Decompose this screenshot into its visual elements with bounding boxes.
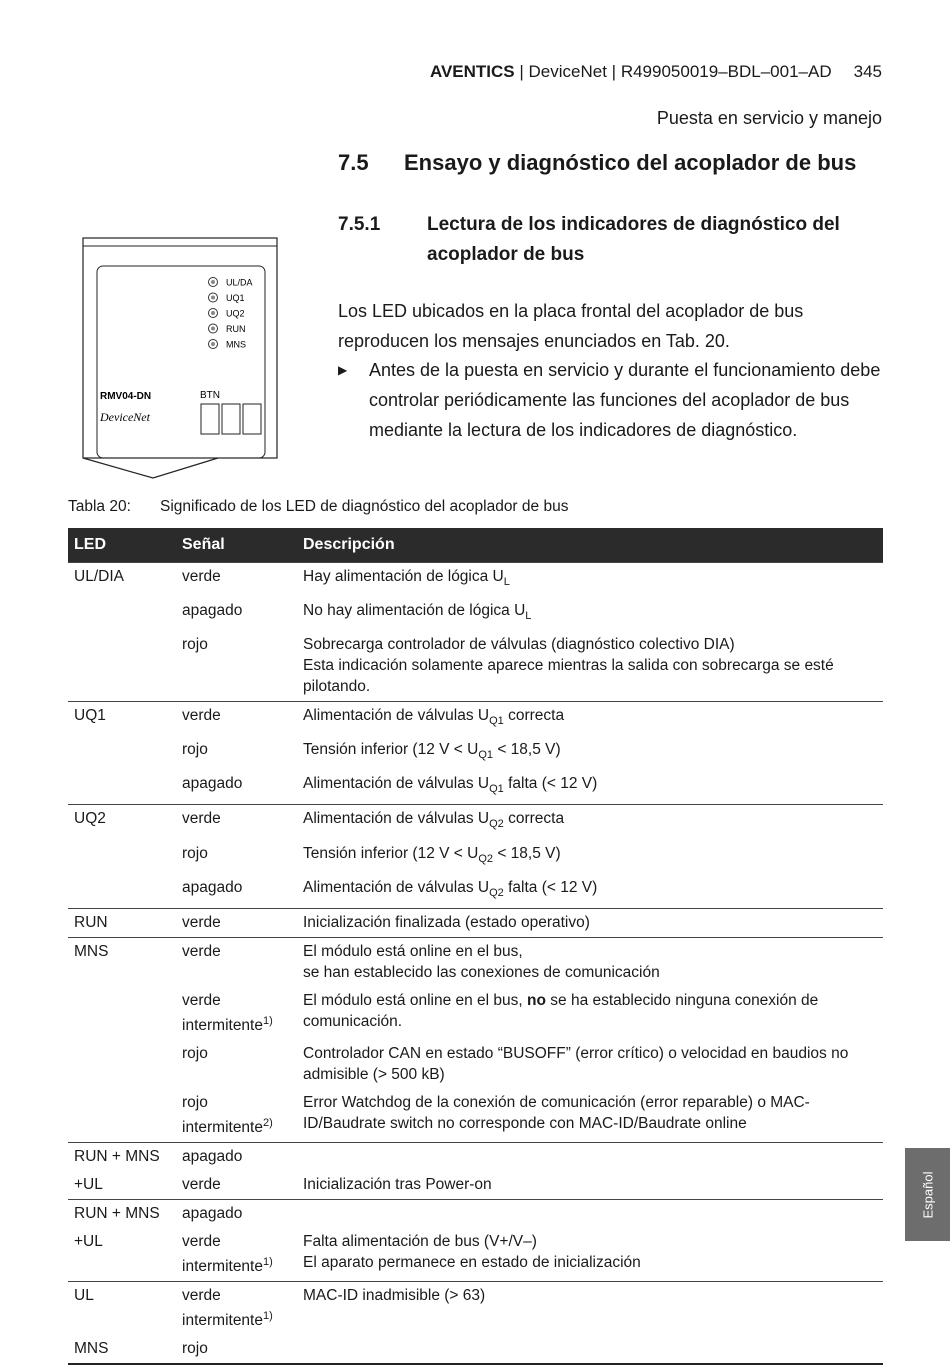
cell-led: UQ2 [68,805,176,840]
signal-text: verde [182,810,221,828]
description-text: El módulo está online en el bus, se han establecido las conexiones de comunicación [303,942,660,981]
signal-text: verde intermitente [182,1233,263,1276]
signal-text: rojo intermitente [182,1093,263,1137]
signal-text: apagado [182,602,243,620]
cell-description [297,597,883,631]
cell-description [297,702,883,737]
cell-signal [176,1171,297,1200]
cell-description [297,1143,883,1172]
description-tail: correcta [503,810,565,828]
description-tail: se ha establecido ninguna conexión de comunicación. [303,991,819,1030]
cell-description [297,840,883,874]
table-header-row [68,528,883,563]
table-row [68,736,883,770]
cell-led: MNS [68,937,176,987]
cell-signal [176,1228,297,1282]
cell-description [297,908,883,937]
table-row [68,1040,883,1089]
caption-number: Tabla 20: [68,498,131,515]
cell-signal [176,1089,297,1143]
signal-text: rojo [182,844,208,862]
subscript: Q2 [489,818,504,831]
cell-led: RUN + MNS [68,1200,176,1229]
description-text: Falta alimentación de bus (V+/V–) El aparato permanece en estado de inicialización [303,1233,641,1272]
cell-led [68,874,176,909]
cell-signal [176,805,297,840]
signal-text: verde [182,1176,221,1194]
cell-led [68,1089,176,1143]
cell-signal [176,840,297,874]
page-number: 345 [853,62,882,81]
cell-led [68,840,176,874]
description-text: Hay alimentación de lógica U [303,568,504,585]
signal-text: verde intermitente [182,991,263,1034]
table-row [68,908,883,937]
cell-signal [176,1040,297,1089]
description-tail: < 18,5 V) [493,844,561,862]
led-label: UQ2 [226,308,245,319]
section-label: Puesta en servicio y manejo [656,108,882,128]
separator: | [514,62,529,81]
subsection-number: 7.5.1 [338,214,381,235]
devicenet-logo: DeviceNet [100,410,150,424]
bus-coupler-drawing [78,232,282,482]
cell-signal [176,1282,297,1336]
cell-led: +UL [74,1233,103,1251]
description-text: Alimentación de válvulas U [303,707,490,725]
page-header [430,62,882,82]
cell-description [297,736,883,770]
signal-text: verde [182,568,221,585]
signal-text: verde [182,707,221,725]
table-caption [68,498,568,516]
col-header-signal: Señal [176,528,297,563]
cell-led: RUN [68,908,176,937]
instruction-text: Antes de la puesta en servicio y durante el funcionamiento debe controlar periódicamente las funciones del acoplador de bus mediante la lectura de los indicadores de diagnóstico. [369,360,881,440]
table-row [68,597,883,631]
cell-led: UQ1 [68,702,176,737]
subscript: L [525,610,532,623]
signal-text: apagado [182,1205,243,1223]
language-tab [905,1148,950,1241]
table-row [68,563,883,598]
cell-description [297,937,883,987]
cell-description [297,563,883,598]
description-text: Inicialización finalizada (estado operativo) [303,913,590,931]
description-text: Controlador CAN en estado “BUSOFF” (error crítico) o velocidad en baudios no admisible (> 500 kB) [303,1044,849,1083]
description-text: Sobrecarga controlador de válvulas (diagnóstico colectivo DIA) Esta indicación solamente aparece mientras la salida con sobrecarga se esté pilotando. [303,636,834,696]
cell-signal [176,937,297,987]
cell-signal [176,631,297,702]
table-row [68,1200,883,1229]
btn-label: BTN [200,390,220,401]
emphasis: no [527,991,546,1009]
cell-led: UL [68,1282,176,1336]
description-text: MAC-ID inadmisible (> 63) [303,1287,486,1305]
doc-number: R499050019–BDL–001–AD [620,62,832,81]
led-diagnostic-table [68,528,883,1365]
section-title: Ensayo y diagnóstico del acoplador de bus [404,150,857,175]
subscript: Q2 [478,852,494,865]
cell-signal [176,1143,297,1172]
led-center [211,280,215,284]
description-text: Alimentación de válvulas U [303,878,490,896]
section-number: 7.5 [338,150,369,175]
description-tail: < 18,5 V) [493,741,561,759]
section-heading [338,150,856,176]
description-text: Alimentación de válvulas U [303,810,490,828]
table-row [68,805,883,840]
model-label: RMV04-DN [100,391,152,402]
col-header-led: LED [68,528,176,563]
subsection-title: Lectura de los indicadores de diagnóstico del acoplador de bus [427,214,840,265]
description-text: Tensión inferior (12 V < U [303,741,479,759]
table-row [68,770,883,805]
table-row [68,1228,883,1282]
table-row [68,840,883,874]
cell-led: MNS [68,1335,176,1364]
cell-description [297,874,883,909]
table-row [68,631,883,702]
led-label: RUN [226,324,246,334]
cell-signal [176,736,297,770]
signal-text: rojo [182,1044,208,1062]
led-label: MNS [226,339,246,350]
signal-text: verde intermitente [182,1287,263,1330]
cell-led [68,987,176,1040]
cell-led: RUN + MNS [68,1143,176,1172]
cell-description [297,770,883,805]
cell-signal [176,702,297,737]
cell-led: UL/DIA [68,563,176,598]
cell-led [68,597,176,631]
description-text: Inicialización tras Power-on [303,1176,492,1194]
description-text: Alimentación de válvulas U [303,775,490,793]
table-row [68,1143,883,1172]
footnote-marker: 1) [262,1256,273,1269]
brand: AVENTICS [429,62,515,81]
table-row [68,1089,883,1143]
table-row [68,987,883,1040]
description-tail: falta (< 12 V) [503,775,598,793]
cell-description [297,631,883,702]
description-text: Tensión inferior (12 V < U [303,844,479,862]
subsection-heading [338,210,898,270]
description-tail: falta (< 12 V) [503,878,598,896]
caption-text: Significado de los LED de diagnóstico del acoplador de bus [160,498,569,515]
table-row [68,937,883,987]
cell-description [297,805,883,840]
table-row [68,874,883,909]
footnote-marker: 1) [262,1310,273,1323]
subscript: Q2 [489,886,504,899]
cell-description [297,1335,883,1364]
led-label: UL/DA [226,277,253,288]
cell-signal [176,563,297,598]
language-label: Español [920,1171,935,1218]
description-text: Error Watchdog de la conexión de comunicación (error reparable) o MAC-ID/Baudrate switch no corresponde con MAC-ID/Baudrate online [303,1093,810,1132]
signal-text: rojo [182,636,208,654]
led-label: UQ1 [226,293,245,303]
led-center [211,296,215,300]
cell-led [68,1040,176,1089]
cell-description [297,1040,883,1089]
signal-text: apagado [182,1148,243,1166]
subscript: Q1 [478,749,494,762]
cell-led [68,631,176,702]
intro-paragraph: Los LED ubicados en la placa frontal del acoplador de bus reproducen los mensajes enunciados en Tab. 20. [338,301,804,351]
signal-text: apagado [182,878,243,896]
cell-description [297,1200,883,1229]
separator: | [606,62,621,81]
cell-description [297,987,883,1040]
product-name: DeviceNet [528,62,607,81]
instruction-bullet [338,355,888,445]
cell-led [68,770,176,805]
cell-signal [176,770,297,805]
table-row [68,1171,883,1200]
table-row [68,702,883,737]
signal-text: verde [182,913,221,931]
cell-led [68,736,176,770]
signal-text: rojo [182,1340,208,1358]
signal-text: rojo [182,741,208,759]
cell-signal [176,597,297,631]
cell-signal [176,1200,297,1229]
cell-description [297,1282,883,1336]
subscript: Q1 [489,715,504,728]
cell-signal [176,987,297,1040]
subscript: L [503,576,510,589]
description-text: El módulo está online en el bus, [303,991,528,1009]
device-illustration [78,232,282,482]
subscript: Q1 [489,783,504,796]
led-center [211,311,215,315]
signal-text: apagado [182,775,243,793]
col-header-description: Descripción [297,528,883,563]
footnote-marker: 1) [262,1014,273,1027]
cell-description [297,1089,883,1143]
table-row [68,1282,883,1336]
led-center [211,342,215,346]
cell-signal [176,1335,297,1364]
footnote-marker: 2) [262,1116,273,1129]
cell-signal [176,874,297,909]
cell-signal [176,908,297,937]
cell-description [297,1228,883,1282]
cell-led: +UL [74,1176,103,1194]
led-center [211,327,215,331]
signal-text: verde [182,942,221,960]
description-text: No hay alimentación de lógica U [303,602,526,620]
triangle-bullet-icon: ▶ [338,363,348,377]
description-tail: correcta [503,707,565,725]
cell-description [297,1171,883,1200]
table-row [68,1335,883,1364]
